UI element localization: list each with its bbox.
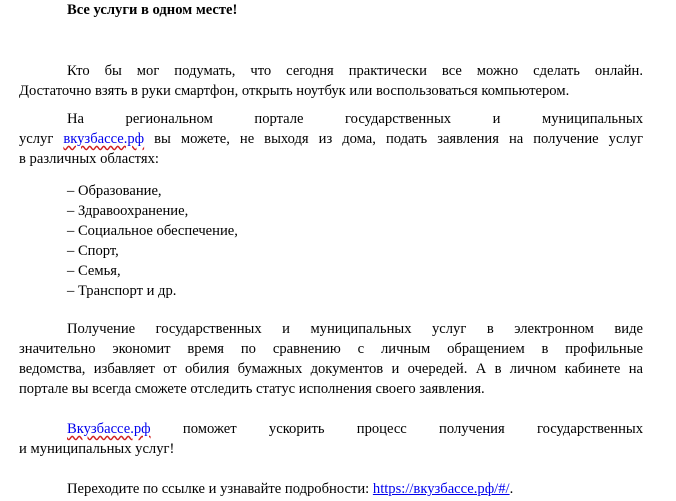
portal-paragraph (19, 109, 643, 169)
portal-line-2-suffix: вы можете, не выходя из дома, подать заявления на получение услуг (154, 131, 643, 147)
benefits-line-1: Получение государственных и муниципальных услуг в электронном виде (67, 321, 643, 337)
benefits-paragraph (19, 319, 643, 399)
footer-end: . (509, 481, 514, 497)
benefits-line-3: ведомства, избавляет от обилия бумажных документов и очередей. А в личном кабинете на (19, 361, 643, 377)
list-item: – Семья, (67, 263, 121, 279)
list-item: – Транспорт и др. (67, 283, 177, 299)
list-item: – Здравоохранение, (67, 203, 189, 219)
intro-paragraph (19, 61, 643, 101)
help-line-1-text: поможет ускорить процесс получения государственных (182, 421, 643, 437)
page-title: Все услуги в одном месте! (67, 2, 238, 18)
intro-line-2: Достаточно взять в руки смартфон, открыть ноутбук или воспользоваться компьютером. (19, 83, 570, 99)
benefits-line-2: значительно экономит время по сравнению с личным обращением в профильные (19, 341, 643, 357)
list-item: – Спорт, (67, 243, 119, 259)
intro-line-1: Кто бы мог подумать, что сегодня практически все можно сделать онлайн. (67, 63, 643, 79)
portal-line-3: в различных областях: (19, 151, 159, 167)
footer-line (19, 479, 643, 499)
portal-line-1: На региональном портале государственных и муниципальных (67, 111, 643, 127)
help-link[interactable]: Вкузбассе.рф (67, 421, 151, 437)
help-line-2: и муниципальных услуг! (19, 441, 175, 457)
portal-link[interactable]: вкузбассе.рф (63, 131, 145, 147)
help-line-1 (19, 419, 643, 439)
service-areas-list (67, 181, 238, 301)
portal-line-2 (19, 129, 643, 149)
portal-line-2-prefix: услуг (19, 131, 54, 147)
list-item: – Образование, (67, 183, 162, 199)
help-paragraph (19, 419, 643, 459)
footer-link[interactable]: https://вкузбассе.рф/#/ (372, 481, 510, 497)
list-item: – Социальное обеспечение, (67, 223, 238, 239)
footer-text: Переходите по ссылке и узнавайте подробности: (67, 481, 370, 497)
benefits-line-4: портале вы всегда сможете отследить статус исполнения своего заявления. (19, 381, 485, 397)
